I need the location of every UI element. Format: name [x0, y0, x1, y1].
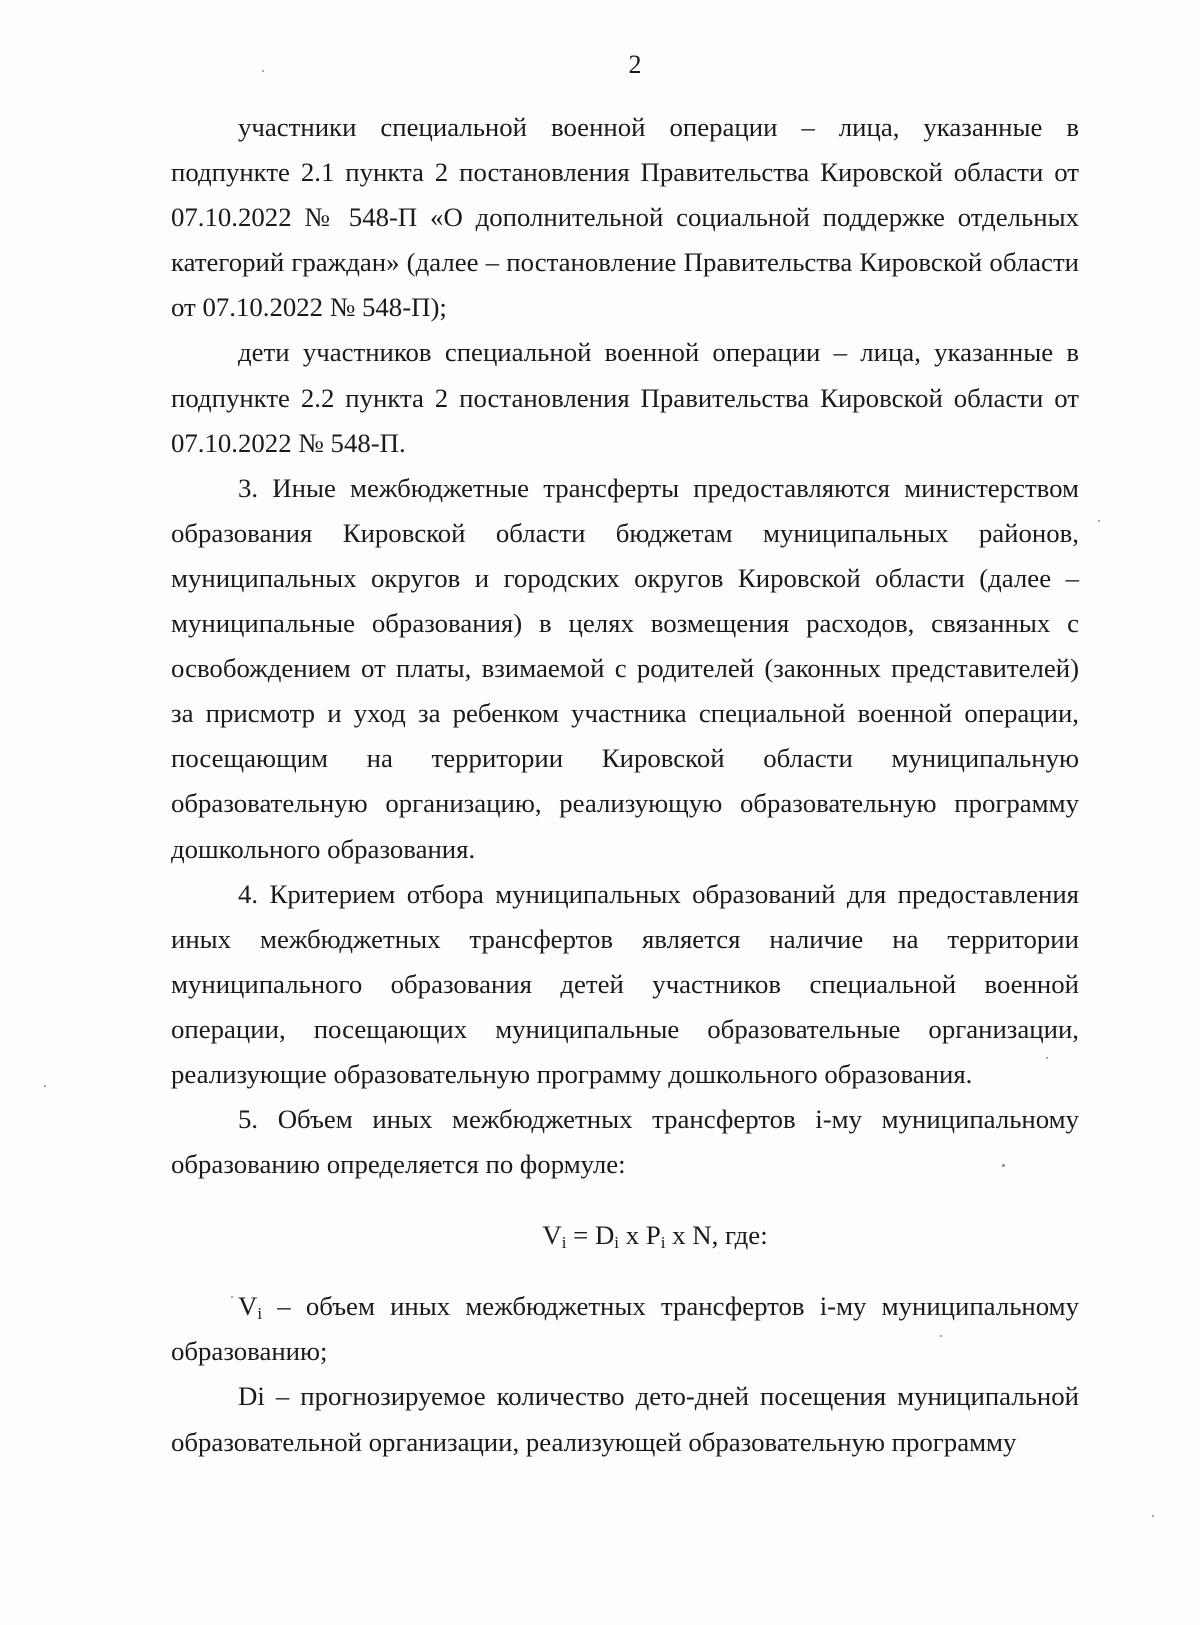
paragraph-clause-3: 3. Иные межбюджетные трансферты предоставляются министерством образования Кировской области бюджетам муниципальных районов, муниципальных округов и городских округов Кировской области (далее – муниципальные образования) в целях возмещения расходов, связанных с освобождением от платы, взимаемой с родителей (законных представителей) за присмотр и уход за ребенком участника специальной военной операции, посещающим на территории Кировской области муниципальную образовательную организацию, реализующую образовательную программу дошкольного образования.	[171, 472, 1079, 864]
formula-v-sub: i	[561, 1233, 567, 1253]
definition-di	[171, 1374, 1079, 1464]
formula-tail: x N, где:	[665, 1220, 768, 1251]
scan-speck	[231, 1296, 233, 1298]
paragraph-svo-children: дети участников специальной военной операции – лица, указанные в подпункте 2.2 пункта 2 постановления Правительства Кировской области от 07.10.2022 № 548-П.	[171, 337, 1079, 458]
scan-speck	[44, 1085, 46, 1087]
scan-speck	[1046, 1057, 1048, 1059]
formula-d: D	[594, 1220, 615, 1251]
formula-d-sub: i	[614, 1233, 620, 1253]
page-number: 2	[628, 50, 642, 79]
scan-speck	[1152, 1515, 1154, 1517]
definition-di-symbol: Di	[238, 1381, 265, 1412]
definition-vi-text: – объем иных межбюджетных трансфертов і-му муниципальному образованию;	[171, 1291, 1079, 1367]
paragraph-clause-5: 5. Объем иных межбюджетных трансфертов і-му муниципальному образованию определяется по формуле:	[171, 1104, 1079, 1180]
definition-vi-symbol: V	[238, 1291, 258, 1322]
formula-eq: =	[566, 1220, 595, 1251]
formula-p: P	[645, 1220, 661, 1251]
paragraph-clause-4: 4. Критерием отбора муниципальных образований для предоставления иных межбюджетных трансфертов является наличие на территории муниципального образования детей участников специальной военной операции, посещающих муниципальные образовательные организации, реализующие образовательную программу дошкольного образования.	[171, 878, 1079, 1089]
formula-p-sub: i	[660, 1233, 666, 1253]
paragraph-svo-participants: участники специальной военной операции – лица, указанные в подпункте 2.1 пункта 2 постановления Правительства Кировской области от 07.10.2022 № 548-П «О дополнительной социальной поддержке отдельных категорий граждан» (далее – постановление Правительства Кировской области от 07.10.2022 № 548-П);	[171, 112, 1079, 323]
definition-di-text: – прогнозируемое количество дето-дней посещения муниципальной образовательной организации, реализующей образовательную программу	[171, 1381, 1079, 1457]
document-body	[171, 105, 1079, 1465]
formula-x1: x	[619, 1220, 646, 1251]
definition-vi-symbol-sub: i	[257, 1304, 263, 1324]
scan-speck	[262, 70, 264, 72]
scan-speck	[1098, 520, 1100, 522]
formula	[171, 1213, 1079, 1258]
scan-speck	[940, 1335, 942, 1337]
scan-speck	[1002, 1164, 1005, 1167]
formula-v: V	[542, 1220, 562, 1251]
definition-vi	[171, 1284, 1079, 1374]
